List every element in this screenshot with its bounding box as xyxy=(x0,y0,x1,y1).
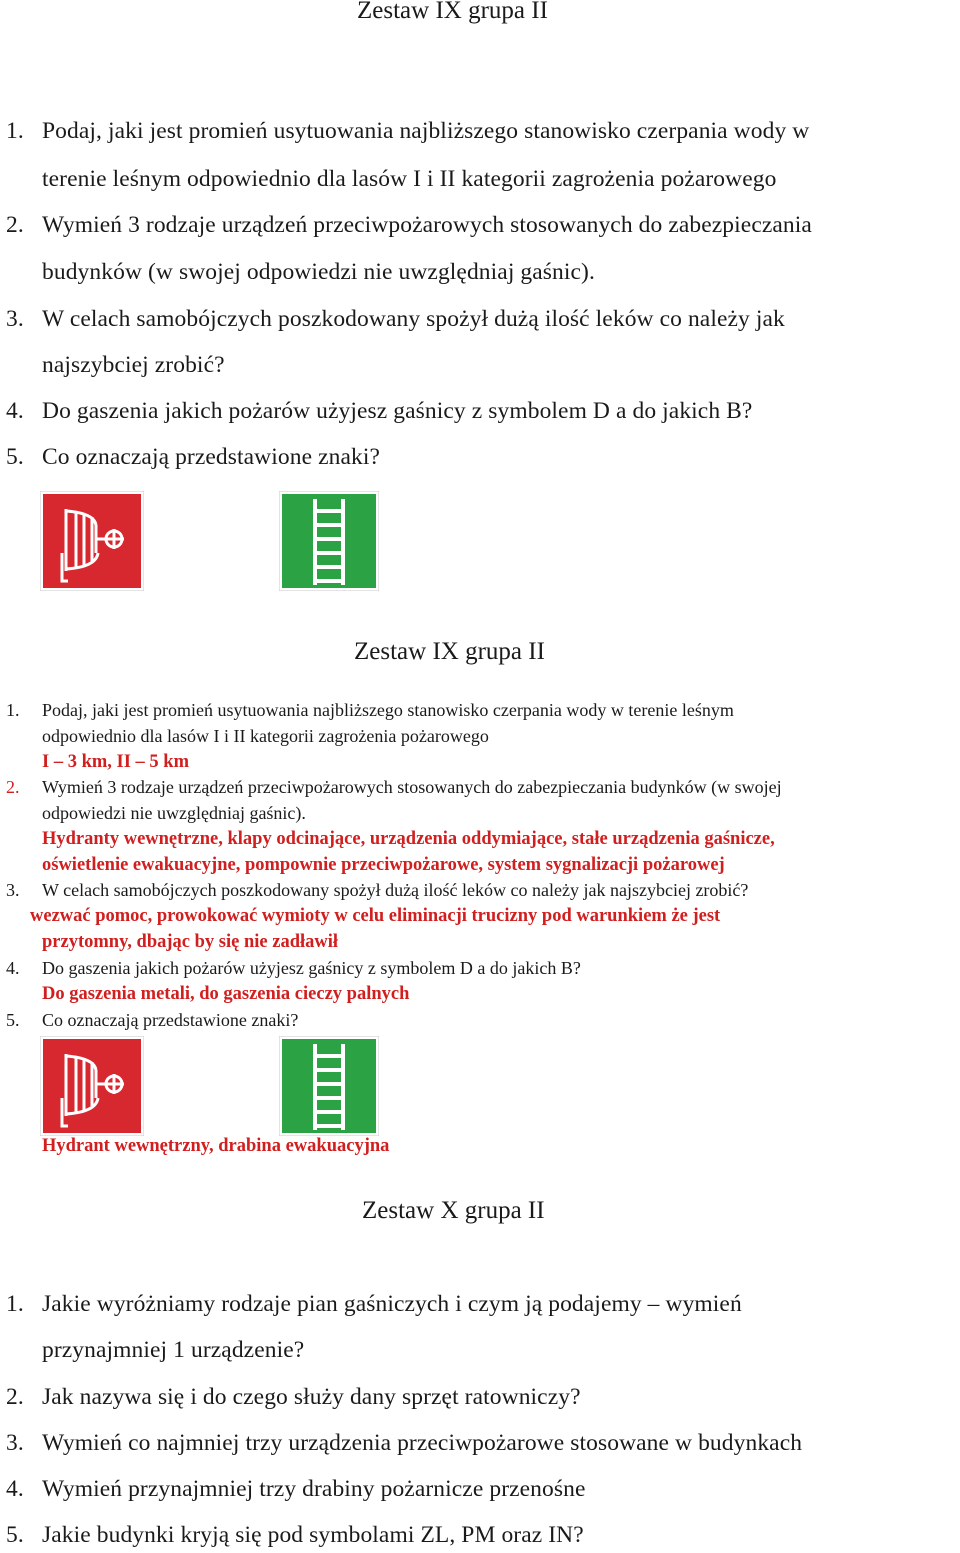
s2-q5-answer: Hydrant wewnętrzny, drabina ewakuacyjna xyxy=(42,1136,390,1156)
s3-q5-line1: Jakie budynki kryją się pod symbolami ZL, PM oraz IN? xyxy=(42,1522,584,1548)
s3-q1-line2: przynajmniej 1 urządzenie? xyxy=(42,1337,305,1363)
s1-q1-num: 1. xyxy=(6,118,24,144)
s3-q5-num: 5. xyxy=(6,1522,24,1548)
s2-q4-num: 4. xyxy=(6,958,20,978)
evacuation-ladder-sign-icon xyxy=(279,491,379,591)
s3-q4-line1: Wymień przynajmniej trzy drabiny pożarnicze przenośne xyxy=(42,1476,586,1502)
s1-q2-line2: budynków (w swojej odpowiedzi nie uwzględniaj gaśnic). xyxy=(42,259,595,285)
s2-q4-answer: Do gaszenia metali, do gaszenia cieczy palnych xyxy=(42,984,410,1004)
s2-q3-answer-line1: wezwać pomoc, prowokować wymioty w celu eliminacji trucizny pod warunkiem że jest xyxy=(30,906,721,926)
s1-q5-num: 5. xyxy=(6,444,24,470)
section3-title: Zestaw X grupa II xyxy=(362,1197,545,1224)
s1-q4-num: 4. xyxy=(6,398,24,424)
s2-q4-line1: Do gaszenia jakich pożarów użyjesz gaśnicy z symbolem D a do jakich B? xyxy=(42,958,581,978)
s3-q1-num: 1. xyxy=(6,1291,24,1317)
s1-q3-num: 3. xyxy=(6,306,24,332)
evacuation-ladder-sign-icon xyxy=(279,1036,379,1136)
s2-q1-line2: odpowiednio dla lasów I i II kategorii zagrożenia pożarowego xyxy=(42,726,489,746)
s1-q3-line1: W celach samobójczych poszkodowany spożył dużą ilość leków co należy jak xyxy=(42,306,785,332)
s2-q2-line1: Wymień 3 rodzaje urządzeń przeciwpożarowych stosowanych do zabezpieczania budynków (w swojej xyxy=(42,777,782,797)
s1-q2-num: 2. xyxy=(6,212,24,238)
s1-q5-line1: Co oznaczają przedstawione znaki? xyxy=(42,444,381,470)
s1-q1-line1: Podaj, jaki jest promień usytuowania najbliższego stanowisko czerpania wody w xyxy=(42,118,810,144)
s2-q2-num: 2. xyxy=(6,777,20,797)
s1-q1-line2: terenie leśnym odpowiednio dla lasów I i II kategorii zagrożenia pożarowego xyxy=(42,166,777,192)
s3-q2-line1: Jak nazywa się i do czego służy dany sprzęt ratowniczy? xyxy=(42,1384,581,1410)
s3-q4-num: 4. xyxy=(6,1476,24,1502)
s3-q1-line1: Jakie wyróżniamy rodzaje pian gaśniczych i czym ją podajemy – wymień xyxy=(42,1291,742,1317)
fire-hose-reel-sign-icon xyxy=(40,491,144,591)
s2-q3-num: 3. xyxy=(6,880,20,900)
s3-q2-num: 2. xyxy=(6,1384,24,1410)
s2-q2-line2: odpowiedzi nie uwzględniaj gaśnic). xyxy=(42,803,306,823)
s1-q3-line2: najszybciej zrobić? xyxy=(42,352,225,378)
s3-q3-line1: Wymień co najmniej trzy urządzenia przeciwpożarowe stosowane w budynkach xyxy=(42,1430,803,1456)
fire-hose-reel-sign-icon xyxy=(40,1036,144,1136)
s2-q2-answer-line2: oświetlenie ewakuacyjne, pompownie przeciwpożarowe, system sygnalizacji pożarowej xyxy=(42,855,725,875)
s2-q1-num: 1. xyxy=(6,700,20,720)
s2-q3-answer-line2: przytomny, dbając by się nie zadławił xyxy=(42,932,339,952)
s3-q3-num: 3. xyxy=(6,1430,24,1456)
s2-q1-line1: Podaj, jaki jest promień usytuowania najbliższego stanowisko czerpania wody w terenie leśnym xyxy=(42,700,734,720)
s2-q3-line1: W celach samobójczych poszkodowany spożył dużą ilość leków co należy jak najszybciej zrobić? xyxy=(42,880,749,900)
s1-q4-line1: Do gaszenia jakich pożarów użyjesz gaśnicy z symbolem D a do jakich B? xyxy=(42,398,753,424)
s2-q2-answer-line1: Hydranty wewnętrzne, klapy odcinające, urządzenia oddymiające, stałe urządzenia gaśnicze, xyxy=(42,829,775,849)
section2-title: Zestaw IX grupa II xyxy=(354,638,545,665)
s2-q5-num: 5. xyxy=(6,1010,20,1030)
s2-q1-answer: I – 3 km, II – 5 km xyxy=(42,752,189,772)
s1-q2-line1: Wymień 3 rodzaje urządzeń przeciwpożarowych stosowanych do zabezpieczania xyxy=(42,212,812,238)
section1-title: Zestaw IX grupa II xyxy=(357,0,548,24)
s2-q5-line1: Co oznaczają przedstawione znaki? xyxy=(42,1010,299,1030)
